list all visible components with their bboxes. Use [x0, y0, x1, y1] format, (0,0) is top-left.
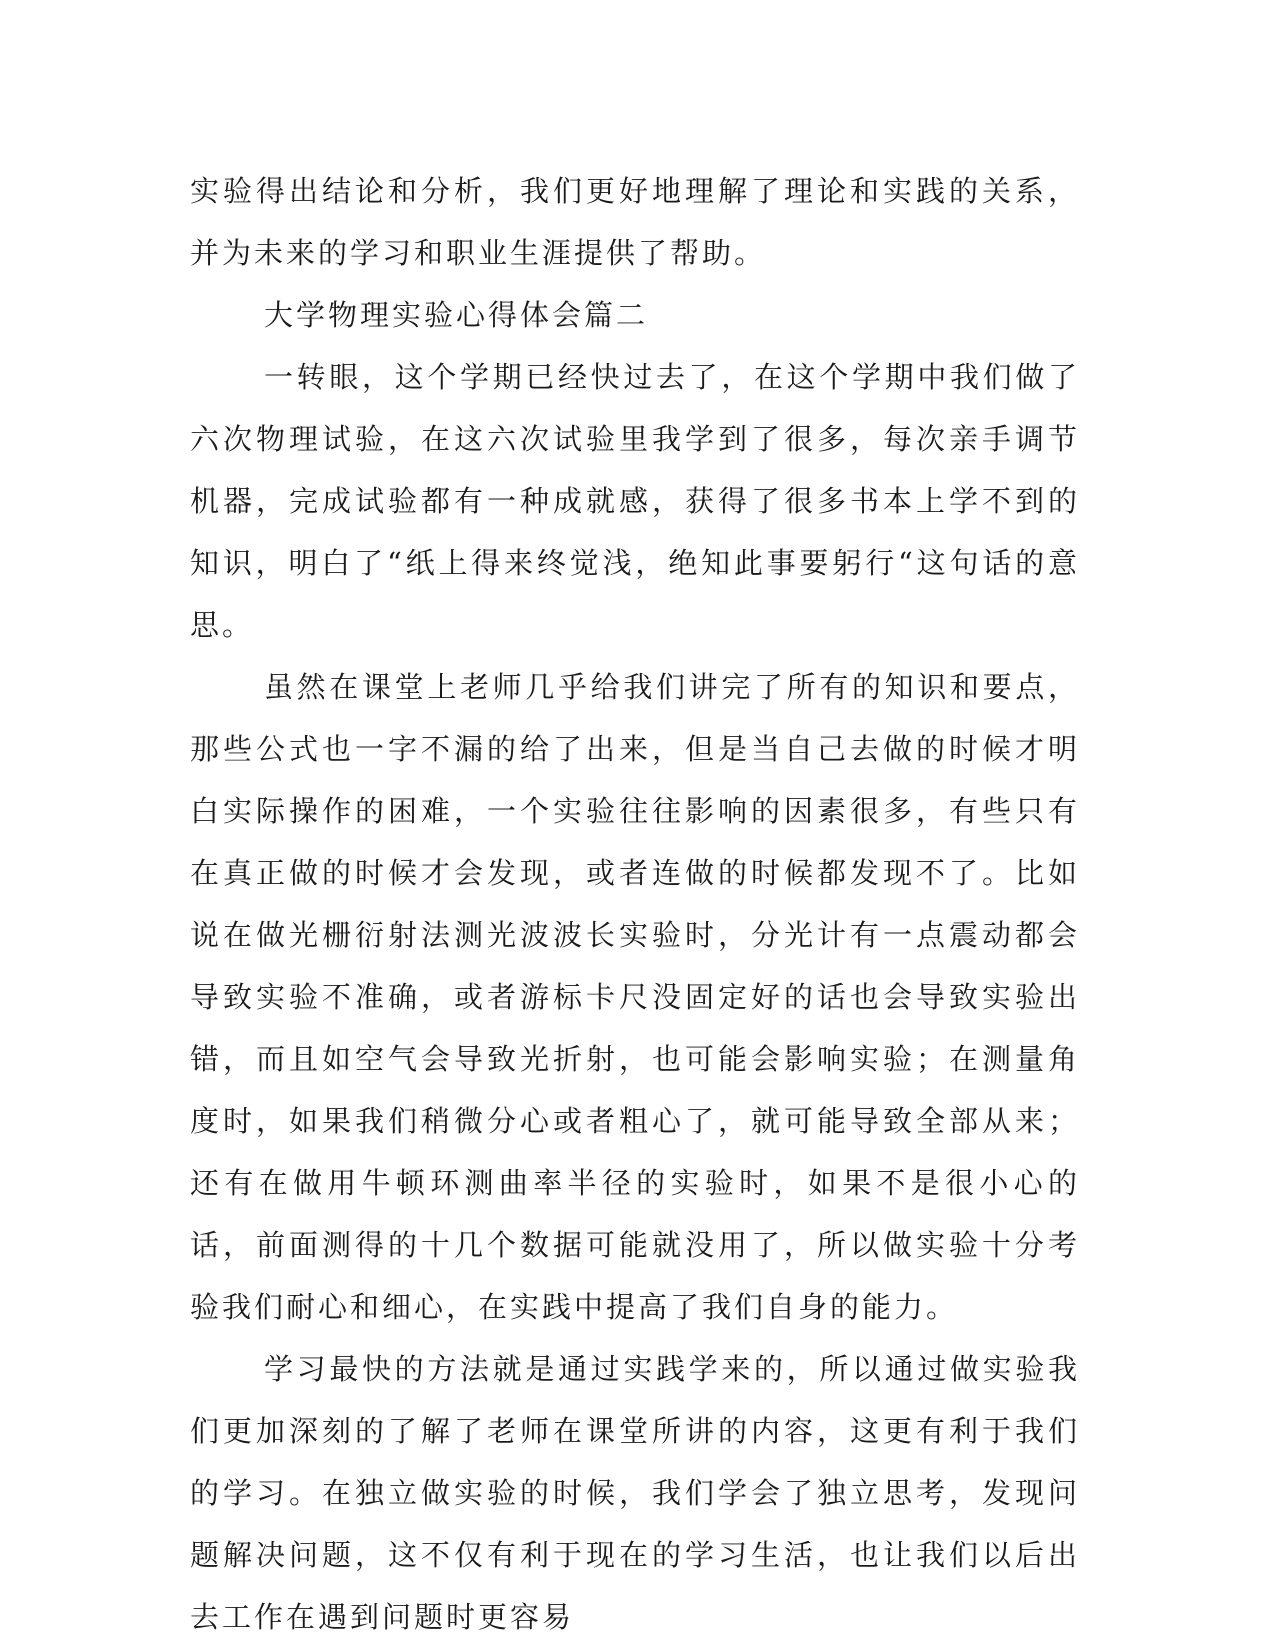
document-body	[190, 160, 1080, 1648]
paragraph: 虽然在课堂上老师几乎给我们讲完了所有的知识和要点，那些公式也一字不漏的给了出来，但是当自己去做的时候才明白实际操作的困难，一个实验往往影响的因素很多，有些只有在真正做的时候才会发现，或者连做的时候都发现不了。比如说在做光栅衍射法测光波波长实验时，分光计有一点震动都会导致实验不准确，或者游标卡尺没固定好的话也会导致实验出错，而且如空气会导致光折射，也可能会影响实验；在测量角度时，如果我们稍微分心或者粗心了，就可能导致全部从来；还有在做用牛顿环测曲率半径的实验时，如果不是很小心的话，前面测得的十几个数据可能就没用了，所以做实验十分考验我们耐心和细心，在实践中提高了我们自身的能力。	[190, 670, 1080, 1324]
section-heading: 大学物理实验心得体会篇二	[264, 298, 649, 332]
paragraph-continuation: 实验得出结论和分析，我们更好地理解了理论和实践的关系，并为未来的学习和职业生涯提供了帮助。	[190, 174, 1080, 270]
paragraph: 学习最快的方法就是通过实践学来的，所以通过做实验我们更加深刻的了解了老师在课堂所讲的内容，这更有利于我们的学习。在独立做实验的时候，我们学会了独立思考，发现问题解决问题，这不仅有利于现在的学习生活，也让我们以后出去工作在遇到问题时更容易	[190, 1352, 1080, 1634]
paragraph: 一转眼，这个学期已经快过去了，在这个学期中我们做了六次物理试验，在这六次试验里我学到了很多，每次亲手调节机器，完成试验都有一种成就感，获得了很多书本上学不到的知识，明白了“纸上得来终觉浅，绝知此事要躬行“这句话的意思。	[190, 360, 1080, 642]
